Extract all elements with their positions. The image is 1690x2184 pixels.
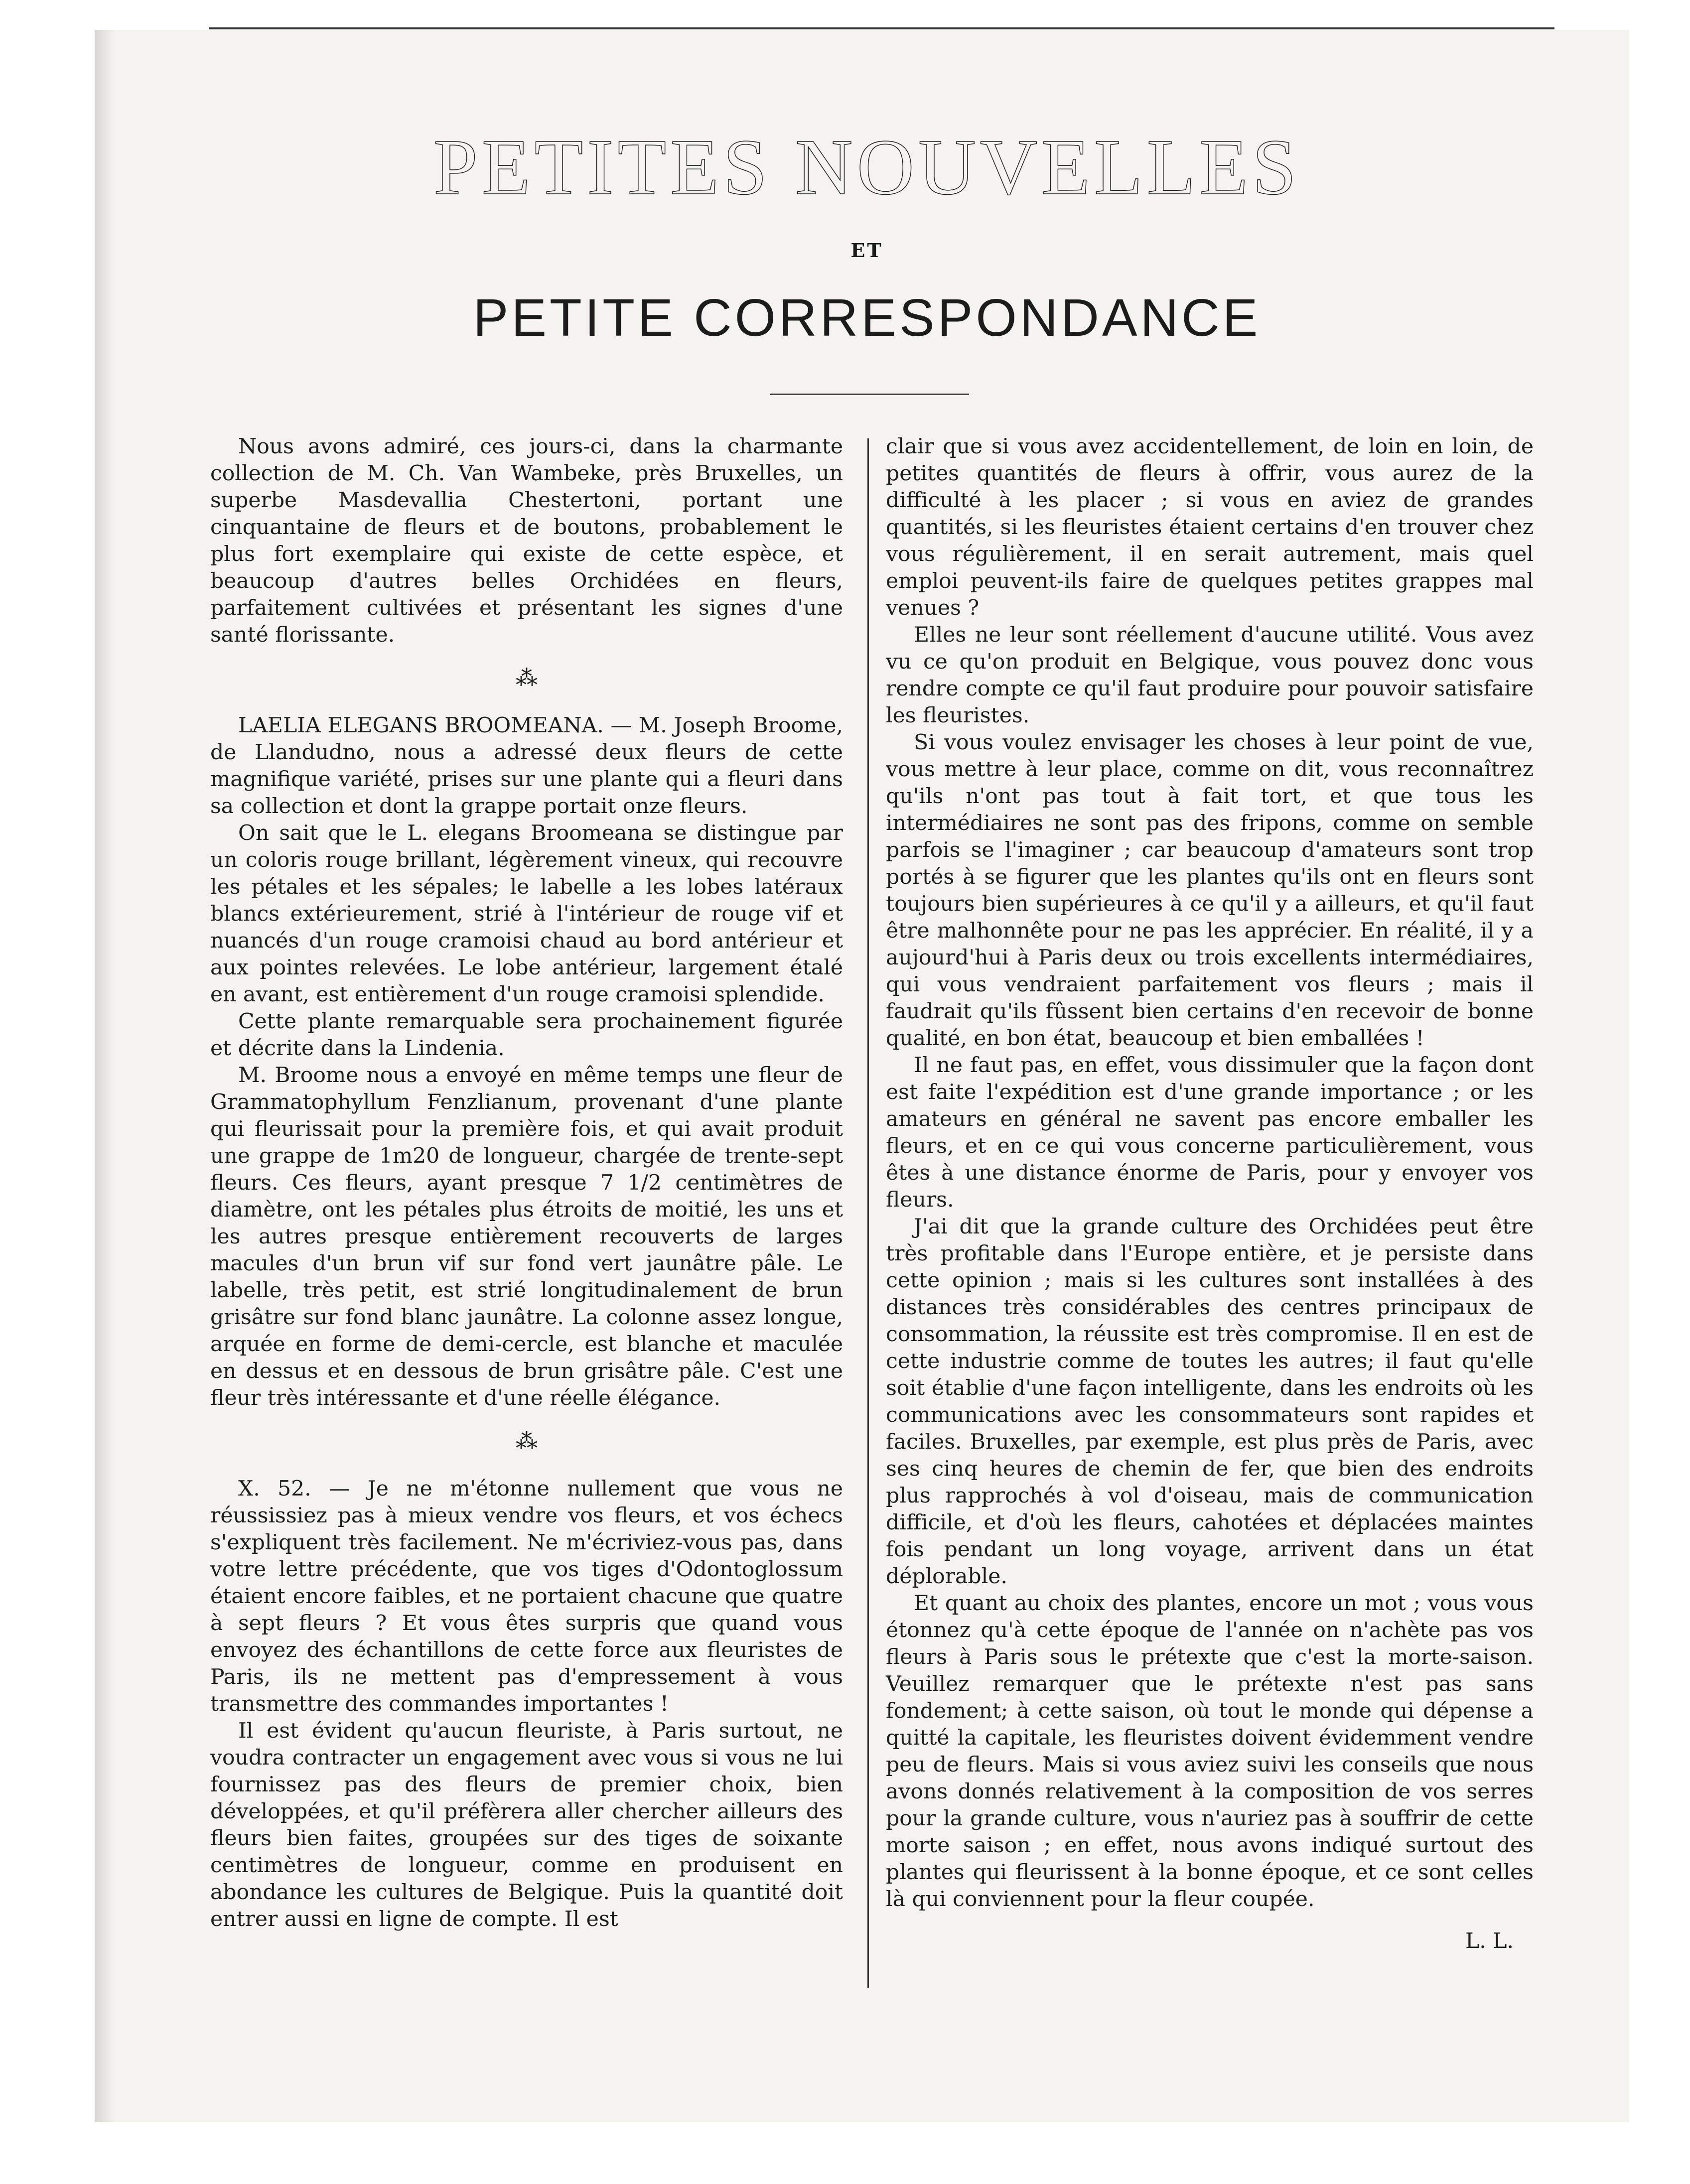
title-rule	[770, 394, 969, 395]
title-conjunction: ET	[850, 239, 883, 262]
page-title: PETITES NOUVELLES	[433, 123, 1301, 211]
paragraph-lindenia: Cette plante remarquable sera prochainement figurée et décrite dans la Lindenia.	[210, 1009, 843, 1061]
column-divider	[867, 438, 869, 1988]
paragraph-continuation: clair que si vous avez accidentellement, de loin en loin, de petites quantités de fleurs à offrir, vous aurez de la difficulté à les placer ; si vous en aviez de grandes quantités, si les fleuristes étaient certains d'en trouver chez vous régulièrement, il en serait autrement, mais quel emploi peuvent-ils faire de quelques petites grappes mal venues ?	[886, 434, 1534, 620]
paragraph-laelia-heading: LAELIA ELEGANS BROOMEANA. — M. Joseph Broome, de Llandudno, nous a adressé deux fleurs de cette magnifique variété, prises sur une plante qui a fleuri dans sa collection et dont la grappe portait onze fleurs.	[210, 713, 843, 819]
paragraph-grammatophyllum: M. Broome nous a envoyé en même temps une fleur de Grammatophyllum Fenzlianum, provenant d'une plante qui fleurissait pour la première fois, et qui avait produit une grappe de 1m20 de longueur, chargée de trente-sept fleurs. Ces fleurs, ayant presque 7 1/2 centimètres de diamètre, ont les pétales plus étroits de moitié, les uns et les autres presque entièrement recouverts de larges macules d'un brun vif sur fond vert jaunâtre pâle. Le labelle, très petit, est strié longitudinalement de brun grisâtre sur fond blanc jaunâtre. La colonne assez longue, arquée en forme de demi-cercle, est blanche et maculée en dessus et en dessous de brun grisâtre pâle. C'est une fleur très intéressante et d'une réelle élégance.	[210, 1063, 843, 1410]
top-rule	[209, 27, 1554, 29]
signature: L. L.	[1465, 1929, 1514, 1953]
paragraph-x52: X. 52. — Je ne m'étonne nullement que vous ne réussissiez pas à mieux vendre vos fleurs, et vos échecs s'expliquent très facilement. Ne m'écriviez-vous pas, dans votre lettre précédente, que vos tiges d'Odontoglossum étaient encore faibles, et ne portaient chacune que quatre à sept fleurs ? Et vous êtes surpris que quand vous envoyez des échantillons de cette force aux fleuristes de Paris, ils ne mettent pas d'empressement à vous transmettre des commandes importantes !	[210, 1477, 843, 1716]
paragraph-laelia-description: On sait que le L. elegans Broomeana se distingue par un coloris rouge brillant, légèrement vineux, qui recouvre les pétales et les sépales; le labelle a les lobes latéraux blancs extérieurement, strié à l'intérieur de rouge vif et nuancés d'un rouge cramoisi chaud au bord antérieur et aux pointes relevées. Le lobe antérieur, largement étalé en avant, est entièrement d'un rouge cramoisi splendide.	[210, 821, 843, 1007]
page-edge-shadow	[95, 30, 115, 2122]
page-subtitle: PETITE CORRESPONDANCE	[473, 288, 1261, 347]
asterism-separator: ⁂	[516, 666, 538, 691]
paragraph-wambeke: Nous avons admiré, ces jours-ci, dans la charmante collection de M. Ch. Van Wambeke, près Bruxelles, un superbe Masdevallia Chestertoni, portant une cinquantaine de fleurs et de boutons, probablement le plus fort exemplaire qui existe de cette espèce, et beaucoup d'autres belles Orchidées en fleurs, parfaitement cultivées et présentant les signes d'une santé florissante.	[210, 434, 843, 647]
paragraph-grande-culture: J'ai dit que la grande culture des Orchidées peut être très profitable dans l'Europe entière, et je persiste dans cette opinion ; mais si les cultures sont installées à des distances très considérables des centres principaux de consommation, la réussite est très compromise. Il en est de cette industrie comme de toutes les autres; il faut qu'elle soit établie d'une façon intelligente, dans les endroits où les communications avec les consommateurs sont rapides et faciles. Bruxelles, par exemple, est plus près de Paris, avec ses cinq heures de chemin de fer, que bien des endroits plus rapprochés à vol d'oiseau, mais de communication difficile, et d'où les fleurs, cahotées et déplacées maintes fois pendant un long voyage, arrivent dans un état déplorable.	[886, 1215, 1534, 1589]
paragraph-expedition: Il ne faut pas, en effet, vous dissimuler que la façon dont est faite l'expédition est d'une grande importance ; or les amateurs en général ne savent pas encore emballer les fleurs, et en ce qui vous concerne particulièrement, vous êtes à une distance énorme de Paris, pour y envoyer vos fleurs.	[886, 1053, 1534, 1212]
right-column	[886, 433, 1534, 1955]
paragraph-morte-saison: Et quant au choix des plantes, encore un mot ; vous vous étonnez qu'à cette époque de l'année on n'achète pas vos fleurs à Paris sous le prétexte que c'est la morte-saison. Veuillez remarquer que le prétexte n'est pas sans fondement; à cette saison, où tout le monde qui dépense a quitté la capitale, les fleuristes doivent évidemment vendre peu de fleurs. Mais si vous aviez suivi les conseils que nous avons donnés relativement à la composition de vos serres pour la grande culture, vous n'auriez pas à souffrir de cette morte saison ; en effet, nous avons indiqué surtout des plantes qui fleurissent à la bonne époque, et ce sont celles là qui conviennent pour la fleur coupée.	[886, 1591, 1534, 1911]
left-column	[210, 433, 843, 1933]
paragraph-fleuriste: Il est évident qu'aucun fleuriste, à Paris surtout, ne voudra contracter un engagement avec vous si vous ne lui fournissez pas des fleurs de premier choix, bien développées, et qu'il préfèrera aller chercher ailleurs des fleurs bien faites, groupées sur des tiges de soixante centimètres de longueur, comme en produisent en abondance les cultures de Belgique. Puis la quantité doit entrer aussi en ligne de compte. Il est	[210, 1719, 843, 1931]
asterism-separator: ⁂	[516, 1429, 538, 1454]
paragraph-intermediaires: Si vous voulez envisager les choses à leur point de vue, vous mettre à leur place, comme on dit, vous reconnaîtrez qu'ils n'ont pas tout à fait tort, et que tous les intermédiaires ne sont pas des fripons, comme on semble parfois se l'imaginer ; car beaucoup d'amateurs sont trop portés à se figurer que les plantes qu'ils ont en fleurs sont toujours bien supérieures à ce qu'il y a ailleurs, et qu'il faut être malhonnête pour ne pas les apprécier. En réalité, il y a aujourd'hui à Paris deux ou trois excellents intermédiaires, qui vous vendraient parfaitement vos fleurs ; mais il faudrait qu'ils fûssent bien certains d'en recevoir de bonne qualité, en bon état, beaucoup et bien emballées !	[886, 730, 1534, 1051]
paragraph-utilite: Elles ne leur sont réellement d'aucune utilité. Vous avez vu ce qu'on produit en Belgique, vous pouvez donc vous rendre compte ce qu'il faut produire pour pouvoir satisfaire les fleuristes.	[886, 623, 1534, 728]
